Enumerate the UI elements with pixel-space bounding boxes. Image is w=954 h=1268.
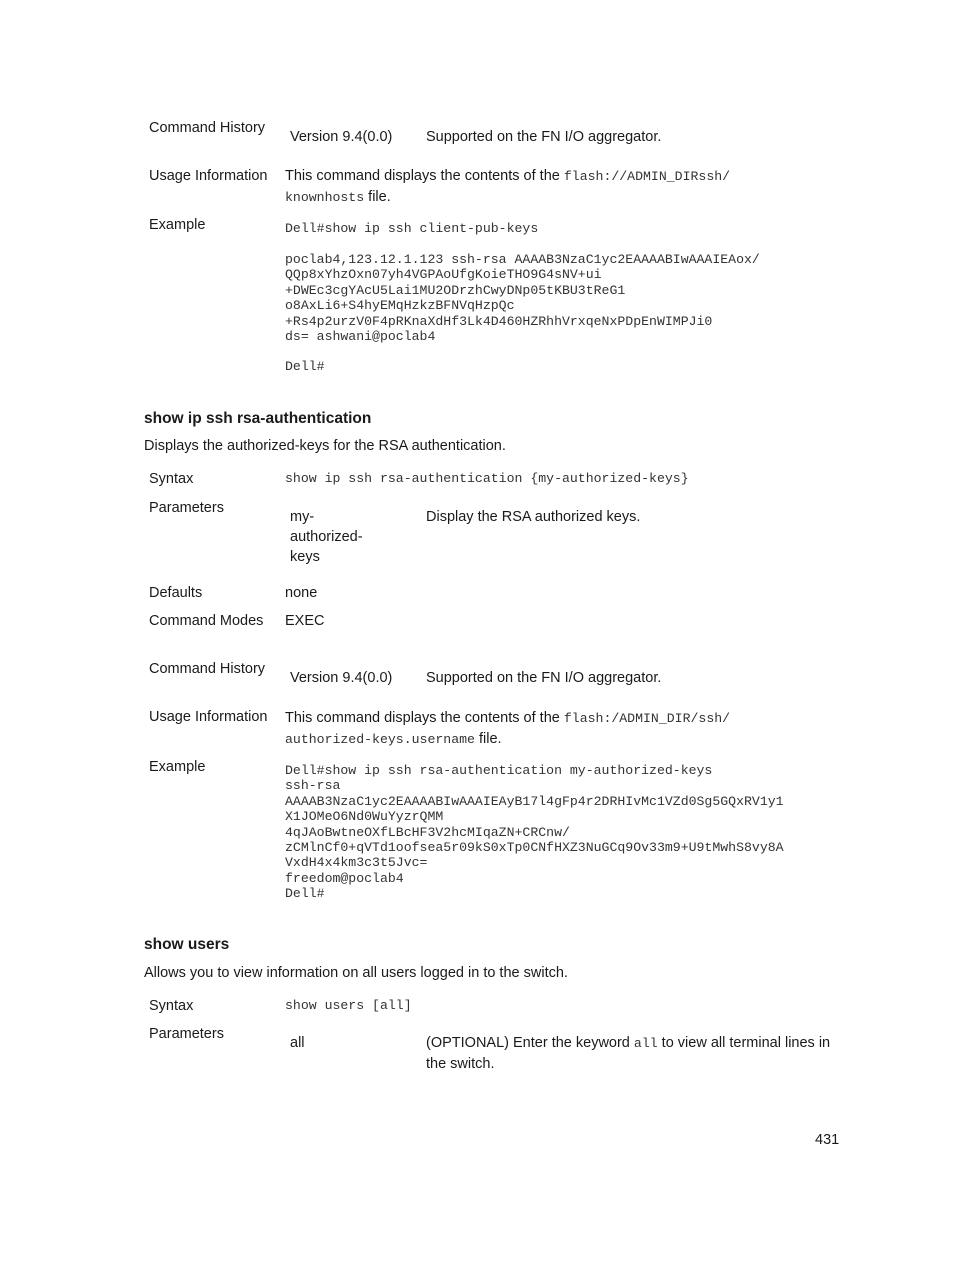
parameter-term: my- authorized- keys	[290, 509, 363, 565]
example-output: poclab4,123.12.1.123 ssh-rsa AAAAB3NzaC1yc2EAAAABIwAAAIEAox/ QQp8xYhzOxn07yh4VGPAoUfgKoieTHO9G4sNV+ui +DWEc3cgYAcU5Lai1MU2ODrzhCwyDNp05tKBU3tReG1 o8AxLi6+S4hyEMqHzkzBFNVqHzpQc +Rs4p2urzV0F4pRKnaXdHf3Lk4D460HZRhhVrxqeNxPDpEnWIMPJi0 ds= ashwani@poclab4	[285, 252, 760, 345]
history-version: Version 9.4(0.0)	[290, 129, 393, 145]
usage-path-code: flash://ADMIN_DIRssh/	[563, 169, 731, 184]
usage-information-label: Usage Information	[149, 168, 268, 184]
parameters-label-users: Parameters	[149, 1026, 224, 1042]
example-output-rsa: Dell#show ip ssh rsa-authentication my-authorized-keys ssh-rsa AAAAB3NzaC1yc2EAAAABIwAAAIEAyB17l4gFp4r2DRHIvMc1VZd0Sg5GQxRV1y1 X1JOMeO6Nd0WuYyzrQMM 4qJAoBwtneOXfLBcHF3V2hcMIqaZN+CRCnw/ zCMlnCf0+qVTd1oofsea5r09kS0xTp0CNfHXZ3NuGCq9Ov33m9+U9tMwhS8vy8A VxdH4x4km3c3t5Jvc= freedom@poclab4 Dell#	[285, 763, 784, 902]
example-prompt: Dell#	[285, 359, 325, 374]
example-label: Example	[149, 217, 206, 233]
section-title-rsa: show ip ssh rsa-authentication	[144, 410, 372, 427]
command-modes-label: Command Modes	[149, 613, 264, 629]
usage-file-code-rsa: authorized-keys.username	[285, 732, 475, 747]
syntax-label-users: Syntax	[149, 998, 194, 1014]
param-desc-post: to view all terminal lines in the switch.	[426, 1035, 831, 1072]
command-history-label-rsa: Command History	[149, 661, 266, 677]
section-title-users: show users	[144, 936, 230, 953]
parameter-term-users: all	[290, 1035, 305, 1051]
usage-file-code: knownhosts	[285, 190, 365, 205]
defaults-value: none	[285, 585, 318, 601]
usage-information-text	[285, 166, 845, 208]
usage-text-pre: This command displays the contents of the	[285, 168, 564, 184]
page-number: 431	[815, 1132, 840, 1148]
usage-text-pre-rsa: This command displays the contents of the	[285, 710, 564, 726]
section-description-rsa: Displays the authorized-keys for the RSA authentication.	[144, 438, 506, 454]
parameters-label: Parameters	[149, 500, 224, 516]
syntax-label: Syntax	[149, 471, 194, 487]
syntax-value-users: show users [all]	[285, 998, 412, 1013]
example-label-rsa: Example	[149, 759, 206, 775]
command-modes-value: EXEC	[285, 613, 325, 629]
history-version-rsa: Version 9.4(0.0)	[290, 670, 393, 686]
parameter-description: Display the RSA authorized keys.	[426, 509, 641, 525]
usage-text-post: file.	[364, 189, 391, 205]
defaults-label: Defaults	[149, 585, 203, 601]
history-description-rsa: Supported on the FN I/O aggregator.	[426, 670, 662, 686]
example-command: Dell#show ip ssh client-pub-keys	[285, 221, 539, 236]
section-description-users: Allows you to view information on all users logged in to the switch.	[144, 965, 568, 981]
param-desc-pre: (OPTIONAL) Enter the keyword	[426, 1035, 634, 1051]
parameter-description-users	[426, 1033, 836, 1074]
syntax-value: show ip ssh rsa-authentication {my-authorized-keys}	[285, 471, 689, 486]
param-desc-code: all	[633, 1036, 658, 1051]
usage-information-label-rsa: Usage Information	[149, 709, 268, 725]
command-history-label: Command History	[149, 120, 266, 136]
history-description: Supported on the FN I/O aggregator.	[426, 129, 662, 145]
usage-path-code-rsa: flash:/ADMIN_DIR/ssh/	[563, 711, 731, 726]
usage-text-post-rsa: file.	[474, 731, 502, 747]
usage-information-text-rsa	[285, 708, 845, 750]
